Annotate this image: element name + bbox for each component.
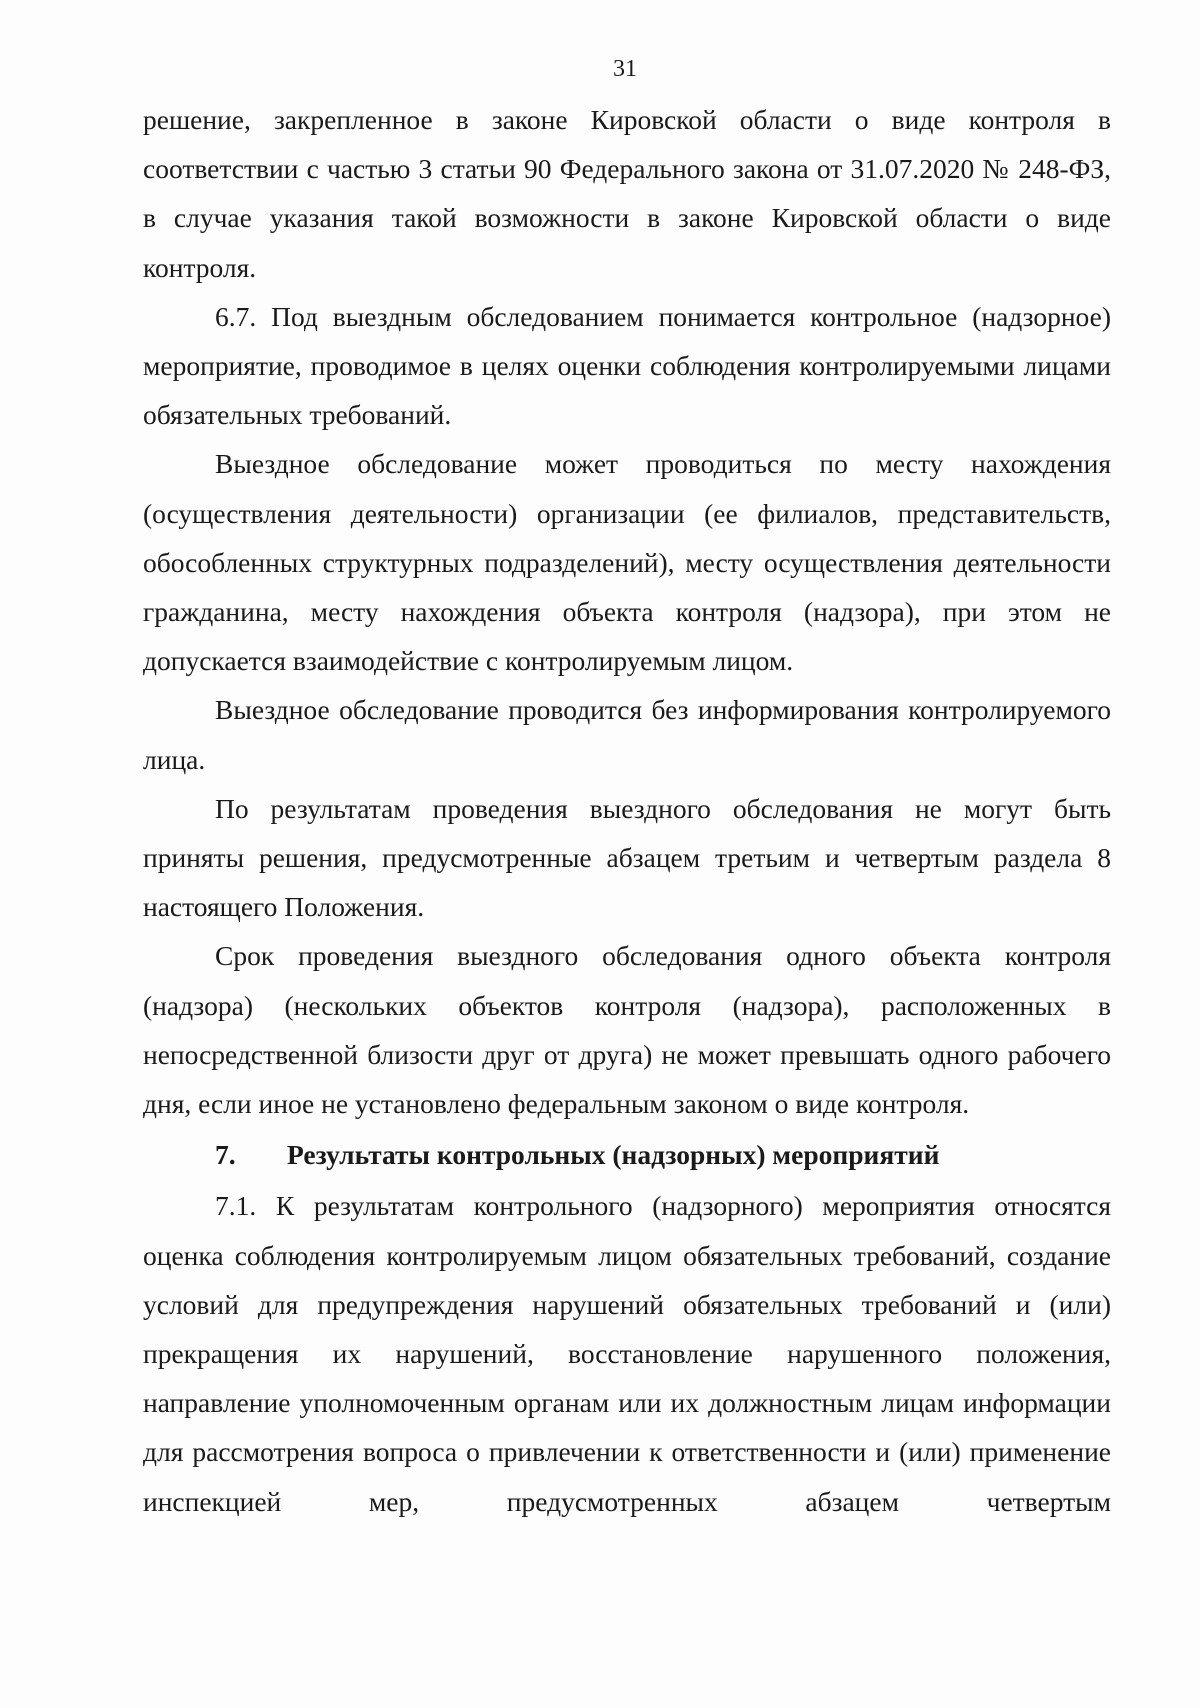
paragraph-decisions: По результатам проведения выездного обследования не могут быть приняты решения, предусмотренные абзацем третьим и четвертым раздела 8 настоящего Положения. bbox=[143, 792, 1111, 923]
section-title: Результаты контрольных (надзорных) мероприятий bbox=[287, 1139, 940, 1171]
paragraph-duration: Срок проведения выездного обследования одного объекта контроля (надзора) (нескольких объектов контроля (надзора), расположенных в непосредственной близости друг от друга) не может превышать одного рабочего дня, если иное не установлено федеральным законом о виде контроля. bbox=[143, 940, 1111, 1120]
paragraph-no-notification: Выездное обследование проводится без информирования контролируемого лица. bbox=[143, 694, 1111, 775]
page-number: 31 bbox=[613, 56, 637, 82]
paragraph-inspection-location: Выездное обследование может проводиться по месту нахождения (осуществления деятельности) организации (ее филиалов, представительств, обособленных структурных подразделений), месту осуществления деятельности гражданина, месту нахождения объекта контроля (надзора), при этом не допускается взаимодействие с контролируемым лицом. bbox=[143, 448, 1111, 677]
paragraph-continuation: решение, закрепленное в законе Кировской области о виде контроля в соответствии с частью 3 статьи 90 Федерального закона от 31.07.2020 № 248-ФЗ, в случае указания такой возможности в законе Кировской области о виде контроля. bbox=[143, 104, 1111, 283]
document-body bbox=[143, 95, 1111, 1526]
paragraph-7-1: 7.1. К результатам контрольного (надзорного) мероприятия относятся оценка соблюдения контролируемым лицом обязательных требований, создание условий для предупреждения нарушений обязательных требований и (или) прекращения их нарушений, восстановление нарушенного положения, направление уполномоченным органам или их должностным лицам информации для рассмотрения вопроса о привлечении к ответственности и (или) применение инспекцией мер, предусмотренных абзацем четвертым bbox=[143, 1190, 1111, 1517]
paragraph-6-7: 6.7. Под выездным обследованием понимается контрольное (надзорное) мероприятие, проводимое в целях оценки соблюдения контролируемыми лицами обязательных требований. bbox=[143, 300, 1111, 431]
section-heading bbox=[143, 1130, 1111, 1179]
section-number: 7. bbox=[215, 1139, 236, 1171]
